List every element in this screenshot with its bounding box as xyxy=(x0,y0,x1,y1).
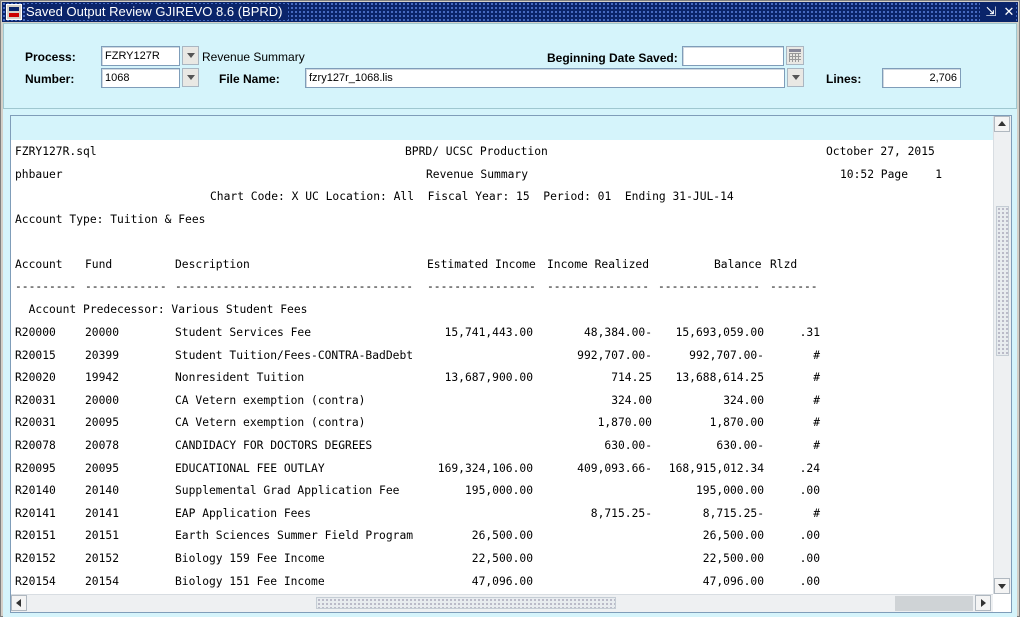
row-account: R20140 xyxy=(15,484,56,498)
col-realized-header: Income Realized xyxy=(547,258,650,271)
title-bar[interactable] xyxy=(2,2,1018,22)
col-description-header: Description xyxy=(175,258,250,271)
number-input[interactable]: 1068 xyxy=(101,68,180,88)
report-header-line-1 xyxy=(15,144,990,160)
report-account-type: Account Type: Tuition & Fees xyxy=(15,213,206,226)
row-realized: 1,870.00 xyxy=(597,416,652,430)
row-realized: 324.00 xyxy=(611,393,652,407)
horizontal-scroll-thumb[interactable] xyxy=(316,597,616,609)
report-group-line xyxy=(15,302,990,318)
report-column-headers xyxy=(15,257,990,273)
report-criteria: Chart Code: X UC Location: All Fiscal Year: 15 Period: 01 Ending 31-JUL-14 xyxy=(210,190,734,203)
table-row xyxy=(15,551,990,567)
col-fund-header: Fund xyxy=(85,258,113,271)
process-label: Process: xyxy=(25,50,76,64)
row-description: Supplemental Grad Application Fee xyxy=(175,484,400,498)
lines-input[interactable]: 2,706 xyxy=(882,68,961,88)
row-realized: 48,384.00- xyxy=(583,326,652,339)
scroll-down-button[interactable] xyxy=(994,578,1010,594)
file-name-input[interactable]: fzry127r_1068.lis xyxy=(305,68,785,88)
row-balance: 8,715.25- xyxy=(702,506,764,520)
row-fund: 19942 xyxy=(85,371,120,385)
row-rlzd: .00 xyxy=(799,552,820,565)
col-balance-header: Balance xyxy=(714,258,762,271)
row-balance: 630.00- xyxy=(716,439,764,452)
row-balance: 195,000.00 xyxy=(695,484,764,498)
col-rlzd-header: Rlzd xyxy=(770,258,798,271)
number-label: Number: xyxy=(25,72,75,86)
report-content xyxy=(11,140,993,594)
table-row xyxy=(15,528,990,544)
close-button[interactable]: ✕ xyxy=(1003,4,1015,19)
vertical-scroll-thumb[interactable] xyxy=(996,206,1009,356)
row-account: R20020 xyxy=(15,371,56,385)
row-fund: 20095 xyxy=(85,416,120,430)
scroll-right-button[interactable] xyxy=(975,595,991,611)
row-description: Biology 159 Fee Income xyxy=(175,552,325,565)
row-fund: 20151 xyxy=(85,529,120,543)
row-balance: 1,870.00 xyxy=(709,416,764,430)
report-separator-line xyxy=(15,279,990,295)
row-description: Nonresident Tuition xyxy=(175,371,305,385)
report-header-line-2 xyxy=(15,167,990,183)
report-viewer[interactable] xyxy=(10,115,1012,613)
process-description: Revenue Summary xyxy=(202,50,305,64)
row-realized: 992,707.00- xyxy=(577,348,652,362)
row-estimated: 15,741,443.00 xyxy=(444,326,533,339)
row-rlzd: # xyxy=(813,416,820,430)
table-row xyxy=(15,574,990,590)
row-estimated: 13,687,900.00 xyxy=(444,371,533,385)
row-estimated: 169,324,106.00 xyxy=(437,461,533,475)
col-estimated-header: Estimated Income xyxy=(427,258,536,271)
row-rlzd: .00 xyxy=(799,529,820,543)
table-row xyxy=(15,461,990,477)
row-rlzd: # xyxy=(813,371,820,385)
account-predecessor-label: Account Predecessor: Various Student Fees xyxy=(15,303,308,316)
row-fund: 20141 xyxy=(85,506,120,520)
row-description: Student Services Fee xyxy=(175,326,312,339)
row-fund: 20000 xyxy=(85,326,120,339)
row-rlzd: .00 xyxy=(799,574,820,588)
app-icon xyxy=(6,4,22,20)
row-rlzd: # xyxy=(813,506,820,520)
row-balance: 13,688,614.25 xyxy=(675,371,764,385)
file-name-dropdown-button[interactable] xyxy=(787,68,804,87)
row-account: R20000 xyxy=(15,326,56,339)
row-balance: 26,500.00 xyxy=(702,529,764,543)
report-header-band xyxy=(11,116,993,140)
scroll-left-button[interactable] xyxy=(11,595,27,611)
row-estimated: 26,500.00 xyxy=(471,529,533,543)
row-account: R20015 xyxy=(15,348,56,362)
table-row xyxy=(15,393,990,409)
table-row xyxy=(15,415,990,431)
row-balance: 168,915,012.34 xyxy=(668,461,764,475)
horizontal-scrollbar[interactable] xyxy=(11,594,993,612)
report-script-name: FZRY127R.sql xyxy=(15,145,97,158)
row-fund: 20078 xyxy=(85,439,120,452)
sep-rlzd: ------- xyxy=(770,280,818,293)
sep-fund: ------------ xyxy=(85,280,167,293)
row-balance: 47,096.00 xyxy=(702,574,764,588)
calendar-button[interactable] xyxy=(786,46,804,65)
table-row xyxy=(15,438,990,454)
row-account: R20095 xyxy=(15,461,56,475)
row-account: R20141 xyxy=(15,506,56,520)
row-description: CA Vetern exemption (contra) xyxy=(175,416,366,430)
file-name-label: File Name: xyxy=(219,72,280,86)
sep-description: ----------------------------------- xyxy=(175,280,414,293)
minimize-button[interactable]: ⇲ xyxy=(985,4,997,19)
row-fund: 20140 xyxy=(85,484,120,498)
row-rlzd: .00 xyxy=(799,484,820,498)
row-fund: 20399 xyxy=(85,348,120,362)
row-estimated: 47,096.00 xyxy=(471,574,533,588)
row-realized: 630.00- xyxy=(604,439,652,452)
window-title: Saved Output Review GJIREVO 8.6 (BPRD) xyxy=(26,4,288,20)
report-instance: BPRD/ UCSC Production xyxy=(405,145,548,158)
row-fund: 20000 xyxy=(85,393,120,407)
row-rlzd: # xyxy=(813,393,820,407)
row-estimated: 22,500.00 xyxy=(471,552,533,565)
report-user: phbauer xyxy=(15,168,63,181)
row-estimated: 195,000.00 xyxy=(464,484,533,498)
row-description: CA Vetern exemption (contra) xyxy=(175,393,366,407)
row-fund: 20095 xyxy=(85,461,120,475)
row-account: R20154 xyxy=(15,574,56,588)
row-rlzd: .31 xyxy=(799,326,820,339)
row-description: Earth Sciences Summer Field Program xyxy=(175,529,414,543)
table-row xyxy=(15,483,990,499)
row-fund: 20154 xyxy=(85,574,120,588)
sep-realized: --------------- xyxy=(547,280,650,293)
table-row xyxy=(15,506,990,522)
report-criteria-line xyxy=(15,189,990,205)
row-balance: 15,693,059.00 xyxy=(675,326,764,339)
row-description: Biology 151 Fee Income xyxy=(175,574,325,588)
row-account: R20152 xyxy=(15,552,56,565)
row-account: R20151 xyxy=(15,529,56,543)
row-realized: 714.25 xyxy=(611,371,652,385)
report-account-type-line xyxy=(15,212,990,228)
report-panel xyxy=(3,109,1017,617)
beginning-date-label: Beginning Date Saved: xyxy=(547,51,678,65)
row-description: EDUCATIONAL FEE OUTLAY xyxy=(175,461,325,475)
row-realized: 8,715.25- xyxy=(590,506,652,520)
row-account: R20078 xyxy=(15,439,56,452)
row-balance: 324.00 xyxy=(723,393,764,407)
process-dropdown-button[interactable] xyxy=(182,46,199,65)
row-rlzd: # xyxy=(813,439,820,452)
report-date: October 27, 2015 xyxy=(826,145,935,158)
beginning-date-input[interactable] xyxy=(682,46,784,66)
row-description: EAP Application Fees xyxy=(175,506,312,520)
row-account: R20031 xyxy=(15,393,56,407)
table-row xyxy=(15,370,990,386)
horizontal-scroll-track-segment xyxy=(895,596,973,611)
row-realized: 409,093.66- xyxy=(577,461,652,475)
number-dropdown-button[interactable] xyxy=(182,68,199,87)
sep-balance: --------------- xyxy=(658,280,761,293)
report-title: Revenue Summary xyxy=(426,168,529,181)
col-account-header: Account xyxy=(15,258,63,271)
vertical-scrollbar[interactable] xyxy=(993,116,1011,594)
table-row xyxy=(15,348,990,364)
key-block xyxy=(3,23,1017,109)
lines-label: Lines: xyxy=(826,72,862,86)
row-description: Student Tuition/Fees-CONTRA-BadDebt xyxy=(175,348,414,362)
table-row xyxy=(15,325,990,341)
report-time-page: 10:52 Page 1 xyxy=(840,168,943,181)
row-balance: 22,500.00 xyxy=(702,552,764,565)
row-rlzd: .24 xyxy=(799,461,820,475)
row-balance: 992,707.00- xyxy=(689,348,764,362)
row-account: R20031 xyxy=(15,416,56,430)
sep-account: --------- xyxy=(15,280,77,293)
row-description: CANDIDACY FOR DOCTORS DEGREES xyxy=(175,439,373,452)
row-fund: 20152 xyxy=(85,552,120,565)
sep-estimated: ---------------- xyxy=(427,280,536,293)
process-input[interactable]: FZRY127R xyxy=(101,46,180,66)
row-rlzd: # xyxy=(813,348,820,362)
scroll-up-button[interactable] xyxy=(994,116,1010,132)
